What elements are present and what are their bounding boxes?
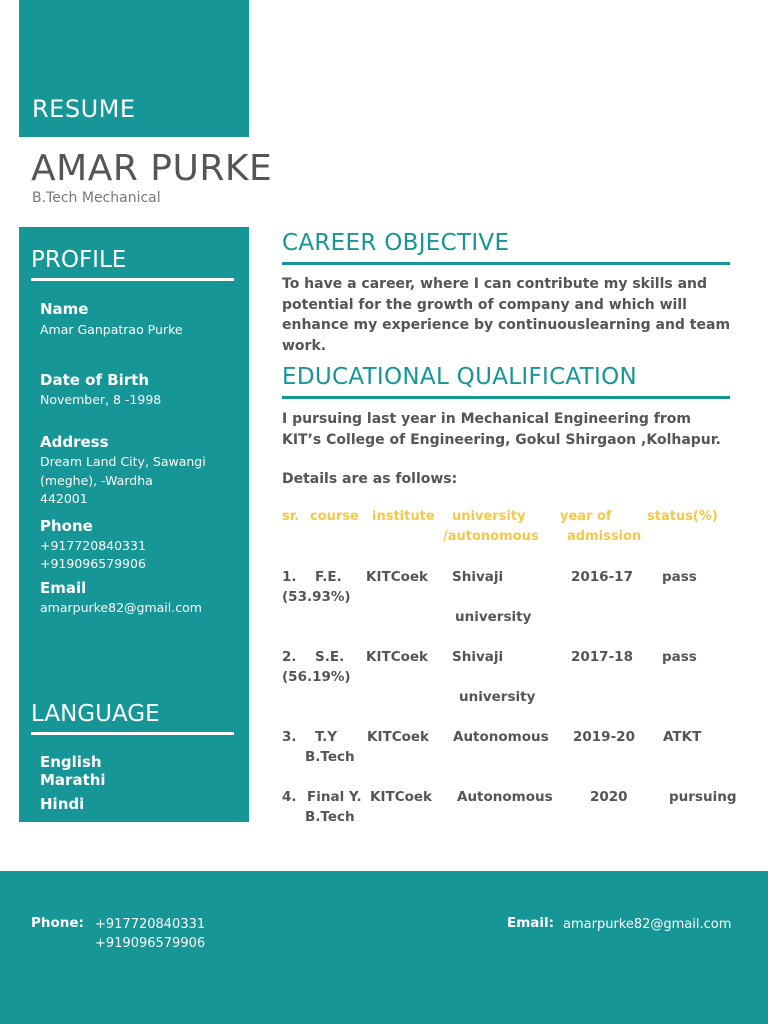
profile-heading: PROFILE xyxy=(31,247,127,273)
row-university: Shivaji xyxy=(452,569,504,585)
row-course: T.Y xyxy=(315,729,338,745)
col-sr: sr. xyxy=(282,509,300,524)
row-status: pursuing xyxy=(669,789,737,805)
language-item: English xyxy=(40,753,102,771)
row-university: Shivaji xyxy=(452,649,504,665)
education-intro: I pursuing last year in Mechanical Engineering from KIT’s College of Engineering, Gokul Shirgaon ,Kolhapur. xyxy=(282,411,721,448)
phone-2: +919096579906 xyxy=(40,556,146,571)
row-year: 2019-20 xyxy=(573,729,635,745)
address-line-2: (meghe), -Wardha xyxy=(40,473,153,488)
row-status: ATKT xyxy=(663,729,702,745)
row-status: pass xyxy=(662,569,697,585)
row-institute: KITCoek xyxy=(366,569,429,585)
row-course: S.E. xyxy=(315,649,345,665)
dob-value: November, 8 -1998 xyxy=(40,392,162,407)
education-heading: EDUCATIONAL QUALIFICATION xyxy=(282,364,638,390)
col-course: course xyxy=(310,509,359,524)
resume-label: RESUME xyxy=(32,95,136,123)
row-university: Autonomous xyxy=(453,729,549,745)
phone-1: +917720840331 xyxy=(40,538,146,553)
row-course: Final Y. xyxy=(307,789,362,805)
candidate-name: AMAR PURKE xyxy=(31,148,273,189)
footer-phone-label: Phone: xyxy=(31,915,84,931)
row-institute: KITCoek xyxy=(366,649,429,665)
dob-label: Date of Birth xyxy=(40,371,150,389)
col-university: university xyxy=(452,509,526,524)
row-university-2: university xyxy=(455,609,532,625)
name-label: Name xyxy=(40,300,89,318)
col-year-2: admission xyxy=(567,529,642,544)
col-status: status(%) xyxy=(647,509,718,524)
row-status-2: (53.93%) xyxy=(282,589,351,605)
name-value: Amar Ganpatrao Purke xyxy=(40,322,183,337)
col-year: year of xyxy=(560,509,612,524)
language-divider xyxy=(31,732,234,735)
row-institute: KITCoek xyxy=(370,789,433,805)
address-line-3: 442001 xyxy=(40,491,88,506)
row-course: F.E. xyxy=(315,569,342,585)
language-item: Hindi xyxy=(40,795,85,813)
email-label: Email xyxy=(40,579,87,597)
row-institute: KITCoek xyxy=(367,729,430,745)
row-sr: 1. xyxy=(282,569,297,585)
row-university-2: university xyxy=(459,689,536,705)
row-university: Autonomous xyxy=(457,789,553,805)
col-institute: institute xyxy=(372,509,435,524)
row-status: pass xyxy=(662,649,697,665)
career-text: To have a career, where I can contribute my skills and potential for the growth of company and which will enhance my experience by continuouslearning and team work. xyxy=(282,276,731,354)
email-value: amarpurke82@gmail.com xyxy=(40,600,202,615)
education-divider xyxy=(282,396,730,399)
row-year: 2017-18 xyxy=(571,649,633,665)
details-label: Details are as follows: xyxy=(282,471,458,487)
footer-phone-1: +917720840331 xyxy=(95,917,206,932)
footer-email-value[interactable]: amarpurke82@gmail.com xyxy=(563,917,732,932)
row-course-2: B.Tech xyxy=(305,809,355,825)
career-divider xyxy=(282,262,730,265)
address-label: Address xyxy=(40,433,109,451)
language-heading: LANGUAGE xyxy=(31,701,160,727)
col-university-2: /autonomous xyxy=(443,529,539,544)
language-item: Marathi xyxy=(40,771,106,789)
phone-label: Phone xyxy=(40,517,93,535)
profile-divider xyxy=(31,278,234,281)
row-sr: 3. xyxy=(282,729,297,745)
row-year: 2020 xyxy=(590,789,628,805)
footer-phone-2: +919096579906 xyxy=(95,936,206,951)
row-status-2: (56.19%) xyxy=(282,669,351,685)
row-course-2: B.Tech xyxy=(305,749,355,765)
row-sr: 4. xyxy=(282,789,297,805)
row-year: 2016-17 xyxy=(571,569,633,585)
address-line-1: Dream Land City, Sawangi xyxy=(40,454,206,469)
candidate-degree: B.Tech Mechanical xyxy=(32,190,161,206)
career-heading: CAREER OBJECTIVE xyxy=(282,230,510,256)
footer-email-label: Email: xyxy=(507,915,555,931)
row-sr: 2. xyxy=(282,649,297,665)
